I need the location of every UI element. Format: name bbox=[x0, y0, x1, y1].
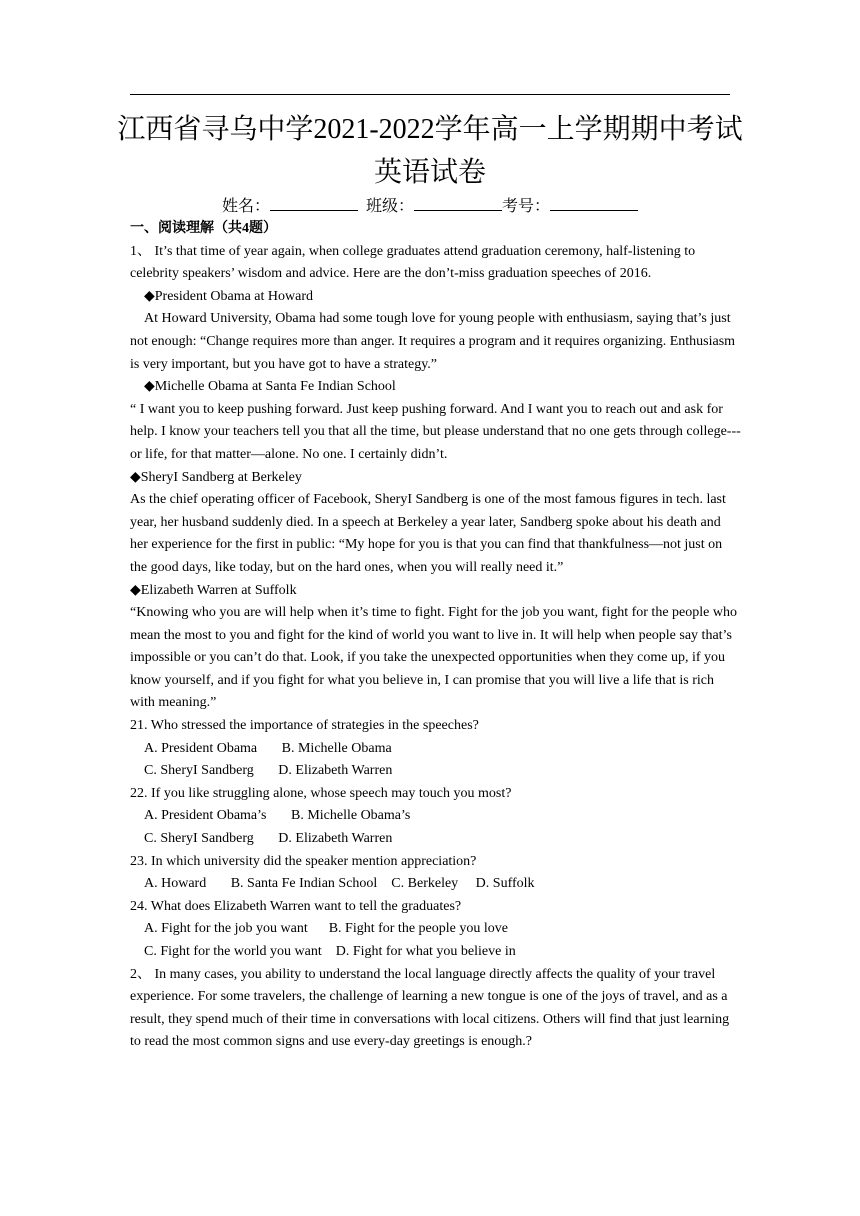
header-rule bbox=[130, 94, 730, 95]
name-blank[interactable] bbox=[270, 196, 358, 211]
exam-subtitle: 英语试卷 bbox=[373, 157, 486, 188]
student-info-fields bbox=[0, 196, 860, 218]
question-22-options-cd: C. SheryI Sandberg D. Elizabeth Warren bbox=[144, 831, 393, 847]
question-24: 24. What does Elizabeth Warren want to tell the graduates? bbox=[130, 898, 462, 914]
exam-no-label: 考号： bbox=[502, 198, 551, 215]
speech3-heading: ◆SheryI Sandberg at Berkeley bbox=[130, 469, 302, 485]
speech4-heading: ◆Elizabeth Warren at Suffolk bbox=[130, 582, 297, 598]
class-label: 班级： bbox=[365, 198, 414, 215]
exam-title: 江西省寻乌中学2021-2022学年高一上学期期中考试 bbox=[117, 114, 743, 145]
exam-content bbox=[130, 218, 742, 1054]
speech2-body: “ I want you to keep pushing forward. Just keep pushing forward. And I want you to reach out and ask for help. I know your teachers tell you that all the time, but please understand that no one gets through college---or life, for that matter—alone. No one. I certainly didn’t. bbox=[130, 401, 741, 462]
question-21-options-ab: A. President Obama B. Michelle Obama bbox=[144, 740, 392, 756]
class-blank[interactable] bbox=[414, 196, 502, 211]
question-24-options-cd: C. Fight for the world you want D. Fight for what you believe in bbox=[144, 944, 516, 959]
speech2-heading: ◆Michelle Obama at Santa Fe Indian School bbox=[144, 379, 396, 395]
section-heading: 一、阅读理解（共4题） bbox=[130, 221, 277, 236]
speech3-body: As the chief operating officer of Facebook, SheryI Sandberg is one of the most famous figures in tech. last year, her husband suddenly died. In a speech at Berkeley a year later, Sandberg spoke about his death and her experience for the first in public: “My hope for you is that you can find that thankfulness—not just on the good days, like today, but on the hard ones, when you will really need it.” bbox=[130, 492, 726, 575]
exam-no-blank[interactable] bbox=[550, 196, 638, 211]
question-24-options-ab: A. Fight for the job you want B. Fight for the people you love bbox=[144, 921, 508, 937]
question-23: 23. In which university did the speaker mention appreciation? bbox=[130, 853, 477, 869]
name-label: 姓名： bbox=[221, 198, 270, 215]
question-21: 21. Who stressed the importance of strategies in the speeches? bbox=[130, 718, 479, 734]
speech1-heading: ◆President Obama at Howard bbox=[144, 288, 313, 304]
passage2-intro: 2、 In many cases, you ability to understand the local language directly affects the quality of your travel experience. For some travelers, the challenge of learning a new tongue is one of the joys of travel, and as a result, they spend much of their time in conversations with local citizens. Others will find that just learning to read the most common signs and use every-day greetings is enough.? bbox=[130, 966, 730, 1050]
speech4-body: “Knowing who you are will help when it’s time to fight. Fight for the job you want, fight for the people who mean the most to you and fight for the kind of world you want to live in. It will help when people say that’s impossible or you can’t do that. Look, if you take the unexpected opportunities when they come up, if you know yourself, and if you fight for what you believe in, I can promise that you will live a life that is rich with meaning.” bbox=[130, 605, 737, 711]
passage1-intro: 1、 It’s that time of year again, when college graduates attend graduation ceremony, half-listening to celebrity speakers’ wisdom and advice. Here are the don’t-miss graduation speeches of 2016. bbox=[130, 243, 696, 282]
question-23-options: A. Howard B. Santa Fe Indian School C. Berkeley D. Suffolk bbox=[144, 876, 535, 892]
question-22-options-ab: A. President Obama’s B. Michelle Obama’s bbox=[144, 808, 411, 824]
speech1-body: At Howard University, Obama had some tough love for young people with enthusiasm, saying that’s just not enough: “Change requires more than anger. It requires a program and it requires organizing. Enthusiasm is very important, but you have got to have a strategy.” bbox=[130, 311, 736, 372]
question-22: 22. If you like struggling alone, whose speech may touch you most? bbox=[130, 785, 512, 801]
question-21-options-cd: C. SheryI Sandberg D. Elizabeth Warren bbox=[144, 763, 393, 779]
